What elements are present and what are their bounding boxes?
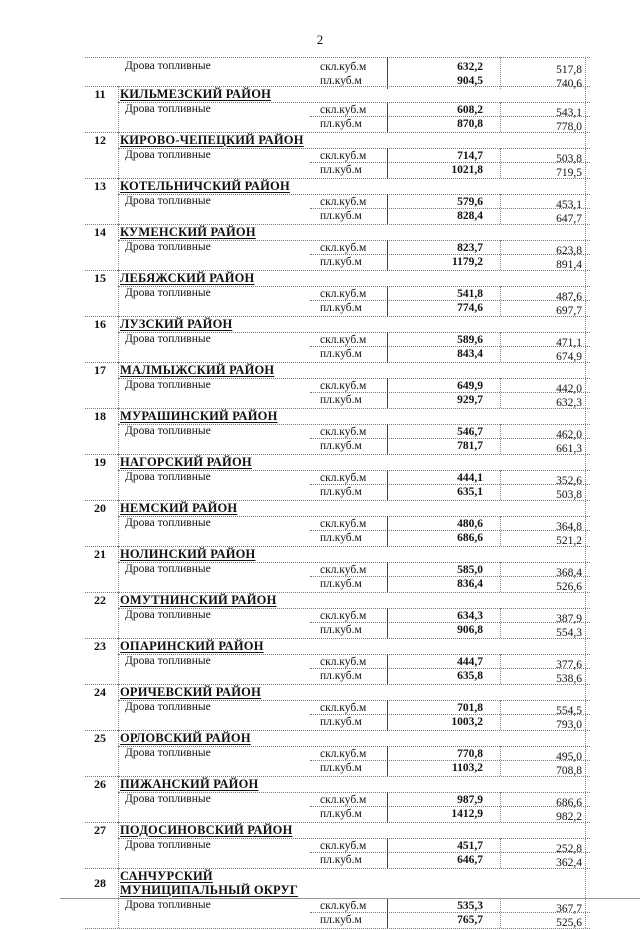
- column-divider: [500, 746, 501, 776]
- page-number: 2: [316, 32, 324, 47]
- value-secondary: 387,9: [556, 613, 582, 625]
- value-secondary: 495,0: [556, 751, 582, 763]
- product-label: Дрова топливные: [125, 241, 211, 253]
- column-divider: [387, 332, 388, 362]
- district-name: КУМЕНСКИЙ РАЙОН: [120, 225, 256, 239]
- district-number: 22: [94, 593, 106, 607]
- value-secondary: 368,4: [556, 567, 582, 579]
- column-divider: [500, 102, 501, 132]
- value-primary: 634,3: [457, 610, 483, 622]
- product-label: Дрова топливные: [125, 425, 211, 437]
- column-divider: [118, 178, 119, 224]
- district-name: КОТЕЛЬНИЧСКИЙ РАЙОН: [120, 179, 290, 193]
- unit-label: пл.куб.м: [320, 670, 362, 682]
- column-divider: [500, 562, 501, 592]
- column-divider: [585, 224, 586, 270]
- value-primary: 585,0: [457, 564, 483, 576]
- value-primary: 823,7: [457, 242, 483, 254]
- column-divider: [500, 898, 501, 928]
- value-primary: 608,2: [457, 104, 483, 116]
- column-divider: [585, 776, 586, 822]
- value-primary: 843,4: [457, 348, 483, 360]
- unit-label: пл.куб.м: [320, 486, 362, 498]
- column-divider: [585, 500, 586, 546]
- district-name: КИРОВО-ЧЕПЕЦКИЙ РАЙОН: [120, 133, 304, 147]
- district-number: 28: [94, 876, 106, 890]
- row-divider: [310, 162, 590, 163]
- value-primary: 1103,2: [452, 762, 483, 774]
- column-divider: [387, 654, 388, 684]
- unit-label: пл.куб.м: [320, 440, 362, 452]
- column-divider: [118, 822, 119, 868]
- row-divider: [310, 254, 590, 255]
- district-name: ОРИЧЕВСКИЙ РАЙОН: [120, 685, 262, 699]
- column-divider: [500, 57, 501, 89]
- district-number: 15: [94, 271, 106, 285]
- value-secondary: 538,6: [556, 673, 582, 685]
- column-divider: [585, 684, 586, 730]
- district-number: 25: [94, 731, 106, 745]
- value-secondary: 252,8: [556, 843, 582, 855]
- value-primary: 632,2: [457, 61, 483, 73]
- product-label: Дрова топливные: [125, 333, 211, 345]
- row-divider: [310, 714, 590, 715]
- column-divider: [387, 700, 388, 730]
- product-label: Дрова топливные: [125, 839, 211, 851]
- column-divider: [585, 408, 586, 454]
- column-divider: [387, 562, 388, 592]
- unit-label: скл.куб.м: [320, 426, 367, 438]
- district-name: МАЛМЫЖСКИЙ РАЙОН: [120, 363, 275, 377]
- district-name: ОМУТНИНСКИЙ РАЙОН: [120, 593, 277, 607]
- value-secondary: 525,6: [556, 917, 582, 929]
- product-label: Дрова топливные: [125, 379, 211, 391]
- column-divider: [387, 746, 388, 776]
- district-name: МУРАШИНСКИЙ РАЙОН: [120, 409, 278, 423]
- product-label: Дрова топливные: [125, 793, 211, 805]
- column-divider: [387, 424, 388, 454]
- column-divider: [387, 838, 388, 868]
- column-divider: [118, 546, 119, 592]
- value-primary: 1412,9: [451, 808, 483, 820]
- column-divider: [118, 362, 119, 408]
- column-divider: [387, 516, 388, 546]
- value-secondary: 632,3: [556, 397, 582, 409]
- column-divider: [118, 730, 119, 776]
- column-divider: [585, 57, 586, 89]
- district-number: 13: [94, 179, 106, 193]
- value-primary: 546,7: [457, 426, 483, 438]
- value-primary: 635,8: [457, 670, 483, 682]
- value-secondary: 543,1: [556, 107, 582, 119]
- unit-label: пл.куб.м: [320, 808, 362, 820]
- column-divider: [585, 638, 586, 684]
- value-secondary: 793,0: [556, 719, 582, 731]
- value-secondary: 462,0: [556, 429, 582, 441]
- unit-label: скл.куб.м: [320, 242, 367, 254]
- product-label: Дрова топливные: [125, 899, 211, 911]
- value-secondary: 778,0: [556, 121, 582, 133]
- column-divider: [500, 838, 501, 868]
- column-divider: [118, 454, 119, 500]
- district-number: 23: [94, 639, 106, 653]
- unit-label: пл.куб.м: [320, 914, 362, 926]
- value-secondary: 364,8: [556, 521, 582, 533]
- product-label: Дрова топливные: [125, 609, 211, 621]
- district-number: 12: [94, 133, 106, 147]
- value-primary: 541,8: [457, 288, 483, 300]
- value-secondary: 554,3: [556, 627, 582, 639]
- column-divider: [585, 362, 586, 408]
- column-divider: [118, 684, 119, 730]
- unit-label: скл.куб.м: [320, 794, 367, 806]
- row-divider: [310, 760, 590, 761]
- unit-label: пл.куб.м: [320, 348, 362, 360]
- column-divider: [500, 516, 501, 546]
- column-divider: [585, 454, 586, 500]
- value-secondary: 526,6: [556, 581, 582, 593]
- value-secondary: 521,2: [556, 535, 582, 547]
- value-secondary: 471,1: [556, 337, 582, 349]
- row-divider: [310, 852, 590, 853]
- unit-label: скл.куб.м: [320, 900, 367, 912]
- value-secondary: 362,4: [556, 857, 582, 869]
- column-divider: [387, 286, 388, 316]
- value-primary: 444,7: [457, 656, 483, 668]
- column-divider: [387, 898, 388, 928]
- column-divider: [387, 240, 388, 270]
- district-number: 21: [94, 547, 106, 561]
- district-name: ОРЛОВСКИЙ РАЙОН: [120, 731, 251, 745]
- district-number: 27: [94, 823, 106, 837]
- column-divider: [585, 316, 586, 362]
- column-divider: [118, 270, 119, 316]
- value-primary: 451,7: [457, 840, 483, 852]
- value-secondary: 442,0: [556, 383, 582, 395]
- value-secondary: 697,7: [556, 305, 582, 317]
- value-primary: 701,8: [457, 702, 483, 714]
- district-name: НЕМСКИЙ РАЙОН: [120, 501, 238, 515]
- unit-label: пл.куб.м: [320, 624, 362, 636]
- value-secondary: 503,8: [556, 489, 582, 501]
- column-divider: [387, 608, 388, 638]
- column-divider: [585, 592, 586, 638]
- unit-label: скл.куб.м: [320, 564, 367, 576]
- column-divider: [118, 592, 119, 638]
- value-secondary: 891,4: [556, 259, 582, 271]
- column-divider: [118, 500, 119, 546]
- value-primary: 870,8: [457, 118, 483, 130]
- unit-label: скл.куб.м: [320, 610, 367, 622]
- column-divider: [500, 378, 501, 408]
- column-divider: [585, 132, 586, 178]
- product-label: Дрова топливные: [125, 103, 211, 115]
- unit-label: скл.куб.м: [320, 518, 367, 530]
- value-secondary: 740,6: [556, 78, 582, 90]
- column-divider: [500, 608, 501, 638]
- column-divider: [387, 470, 388, 500]
- value-primary: 444,1: [457, 472, 483, 484]
- value-secondary: 503,8: [556, 153, 582, 165]
- value-primary: 635,1: [457, 486, 483, 498]
- unit-label: пл.куб.м: [320, 532, 362, 544]
- district-name: ПОДОСИНОВСКИЙ РАЙОН: [120, 823, 293, 837]
- row-divider: [310, 484, 590, 485]
- district-name: НАГОРСКИЙ РАЙОН: [120, 455, 252, 469]
- column-divider: [585, 822, 586, 868]
- row-divider: [310, 576, 590, 577]
- column-divider: [500, 286, 501, 316]
- column-divider: [387, 102, 388, 132]
- value-primary: 1021,8: [451, 164, 483, 176]
- column-divider: [118, 132, 119, 178]
- unit-label: пл.куб.м: [320, 854, 362, 866]
- column-divider: [500, 470, 501, 500]
- district-name: ЛЕБЯЖСКИЙ РАЙОН: [120, 271, 255, 285]
- row-divider: [310, 530, 590, 531]
- column-divider: [118, 316, 119, 362]
- value-secondary: 554,5: [556, 705, 582, 717]
- column-divider: [118, 638, 119, 684]
- value-secondary: 352,6: [556, 475, 582, 487]
- value-primary: 1003,2: [451, 716, 483, 728]
- column-divider: [500, 792, 501, 822]
- unit-label: пл.куб.м: [320, 164, 362, 176]
- value-primary: 987,9: [457, 794, 483, 806]
- unit-label: скл.куб.м: [320, 61, 367, 73]
- column-divider: [118, 224, 119, 270]
- product-label: Дрова топливные: [125, 701, 211, 713]
- unit-label: пл.куб.м: [320, 762, 362, 774]
- value-primary: 535,3: [457, 900, 483, 912]
- value-primary: 480,6: [457, 518, 483, 530]
- district-name: МУНИЦИПАЛЬНЫЙ ОКРУГ: [120, 883, 299, 897]
- district-number: 26: [94, 777, 106, 791]
- unit-label: скл.куб.м: [320, 380, 367, 392]
- product-label: Дрова топливные: [125, 655, 211, 667]
- district-number: 18: [94, 409, 106, 423]
- value-secondary: 623,8: [556, 245, 582, 257]
- value-primary: 686,6: [457, 532, 483, 544]
- unit-label: пл.куб.м: [320, 75, 362, 87]
- column-divider: [118, 408, 119, 454]
- row-divider: [310, 346, 590, 347]
- district-number: 11: [94, 87, 106, 101]
- unit-label: скл.куб.м: [320, 104, 367, 116]
- row-divider: [310, 438, 590, 439]
- column-divider: [387, 378, 388, 408]
- column-divider: [585, 270, 586, 316]
- unit-label: скл.куб.м: [320, 702, 367, 714]
- value-primary: 589,6: [457, 334, 483, 346]
- unit-label: скл.куб.м: [320, 656, 367, 668]
- value-secondary: 453,1: [556, 199, 582, 211]
- row-divider: [310, 392, 590, 393]
- product-label: Дрова топливные: [125, 563, 211, 575]
- district-name: ПИЖАНСКИЙ РАЙОН: [120, 777, 259, 791]
- value-primary: 649,9: [457, 380, 483, 392]
- column-divider: [500, 194, 501, 224]
- row-divider: [310, 668, 590, 669]
- column-divider: [387, 792, 388, 822]
- unit-label: пл.куб.м: [320, 256, 362, 268]
- district-number: 19: [94, 455, 106, 469]
- column-divider: [500, 424, 501, 454]
- value-primary: 828,4: [457, 210, 483, 222]
- value-primary: 774,6: [457, 302, 483, 314]
- value-primary: 781,7: [457, 440, 483, 452]
- value-secondary: 487,6: [556, 291, 582, 303]
- product-label: Дрова топливные: [125, 517, 211, 529]
- unit-label: пл.куб.м: [320, 716, 362, 728]
- unit-label: скл.куб.м: [320, 472, 367, 484]
- column-divider: [585, 546, 586, 592]
- value-secondary: 686,6: [556, 797, 582, 809]
- district-number: 14: [94, 225, 106, 239]
- value-secondary: 377,6: [556, 659, 582, 671]
- value-secondary: 708,8: [556, 765, 582, 777]
- row-divider: [310, 116, 590, 117]
- district-number: 24: [94, 685, 106, 699]
- column-divider: [387, 57, 388, 89]
- product-label: Дрова топливные: [125, 149, 211, 161]
- column-divider: [585, 178, 586, 224]
- value-primary: 765,7: [457, 914, 483, 926]
- row-divider: [310, 622, 590, 623]
- value-primary: 836,4: [457, 578, 483, 590]
- unit-label: пл.куб.м: [320, 302, 362, 314]
- product-label: Дрова топливные: [125, 471, 211, 483]
- row-divider: [310, 912, 590, 913]
- unit-label: скл.куб.м: [320, 288, 367, 300]
- district-name: ОПАРИНСКИЙ РАЙОН: [120, 639, 264, 653]
- unit-label: скл.куб.м: [320, 748, 367, 760]
- row-divider: [310, 300, 590, 301]
- column-divider: [500, 332, 501, 362]
- value-secondary: 661,3: [556, 443, 582, 455]
- page-footer-line: [60, 898, 640, 899]
- unit-label: скл.куб.м: [320, 334, 367, 346]
- value-secondary: 517,8: [556, 64, 582, 76]
- product-label: Дрова топливные: [125, 747, 211, 759]
- row-divider: [85, 928, 590, 929]
- district-name: НОЛИНСКИЙ РАЙОН: [120, 547, 256, 561]
- district-number: 20: [94, 501, 106, 515]
- column-divider: [585, 730, 586, 776]
- product-label: Дрова топливные: [125, 60, 211, 72]
- column-divider: [500, 240, 501, 270]
- value-primary: 770,8: [457, 748, 483, 760]
- value-primary: 714,7: [457, 150, 483, 162]
- value-secondary: 674,9: [556, 351, 582, 363]
- value-secondary: 982,2: [556, 811, 582, 823]
- value-primary: 906,8: [457, 624, 483, 636]
- value-primary: 646,7: [457, 854, 483, 866]
- product-label: Дрова топливные: [125, 287, 211, 299]
- district-name: САНЧУРСКИЙ: [120, 869, 213, 883]
- unit-label: пл.куб.м: [320, 394, 362, 406]
- district-number: 17: [94, 363, 106, 377]
- value-secondary: 647,7: [556, 213, 582, 225]
- value-primary: 1179,2: [452, 256, 483, 268]
- unit-label: пл.куб.м: [320, 210, 362, 222]
- row-divider: [85, 57, 590, 58]
- district-number: 16: [94, 317, 106, 331]
- unit-label: пл.куб.м: [320, 118, 362, 130]
- district-name: КИЛЬМЕЗСКИЙ РАЙОН: [120, 87, 272, 101]
- value-primary: 929,7: [457, 394, 483, 406]
- column-divider: [387, 194, 388, 224]
- unit-label: скл.куб.м: [320, 150, 367, 162]
- row-divider: [310, 208, 590, 209]
- column-divider: [585, 86, 586, 132]
- column-divider: [118, 776, 119, 822]
- value-primary: 904,5: [457, 75, 483, 87]
- column-divider: [500, 654, 501, 684]
- value-secondary: 719,5: [556, 167, 582, 179]
- unit-label: скл.куб.м: [320, 840, 367, 852]
- column-divider: [500, 148, 501, 178]
- value-secondary: 367,7: [556, 903, 582, 915]
- column-divider: [500, 700, 501, 730]
- column-divider: [387, 148, 388, 178]
- value-primary: 579,6: [457, 196, 483, 208]
- row-divider: [310, 806, 590, 807]
- product-label: Дрова топливные: [125, 195, 211, 207]
- column-divider: [118, 86, 119, 132]
- district-name: ЛУЗСКИЙ РАЙОН: [120, 317, 233, 331]
- unit-label: скл.куб.м: [320, 196, 367, 208]
- unit-label: пл.куб.м: [320, 578, 362, 590]
